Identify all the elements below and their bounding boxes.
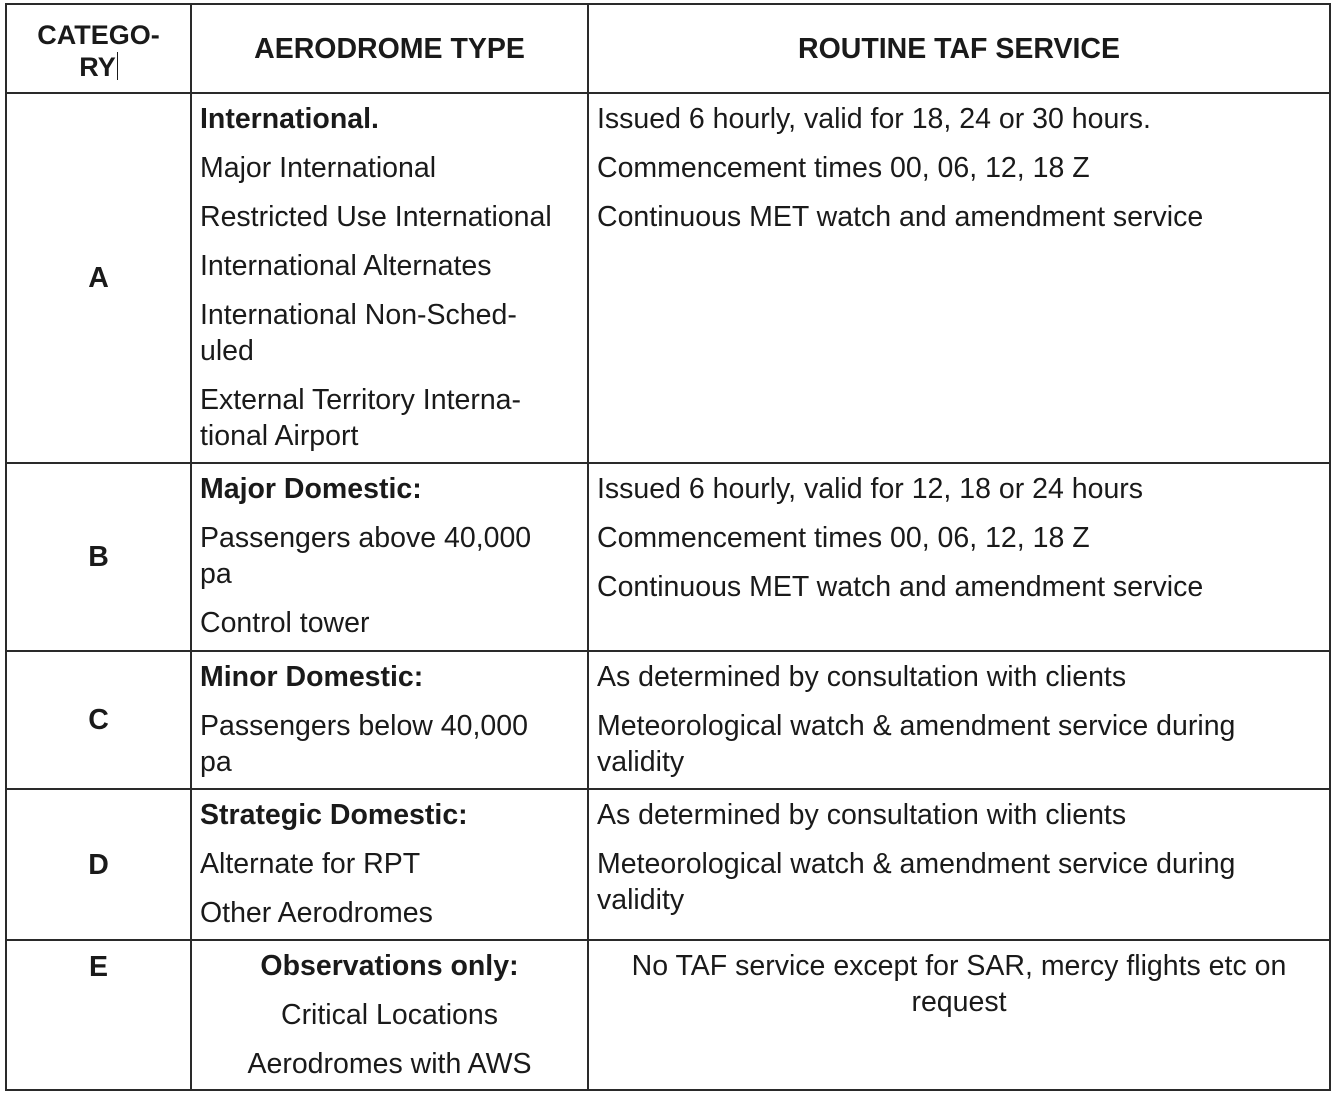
service-line: Continuous MET watch and amendment service — [597, 201, 1204, 233]
type-item: Alternate for RPT — [200, 848, 421, 880]
service-line: No TAF service except for SAR, mercy flights etc on request — [631, 950, 1287, 1018]
service-cell — [588, 789, 1330, 940]
aerodrome-type-cell — [191, 789, 588, 940]
table-row-a — [6, 93, 1330, 463]
service-line: Commencement times 00, 06, 12, 18 Z — [597, 522, 1090, 554]
category-cell: B — [6, 463, 191, 651]
service-cell — [588, 463, 1330, 651]
category-cell: D — [6, 789, 191, 940]
service-cell — [588, 651, 1330, 789]
type-item: Critical Locations — [280, 999, 498, 1031]
service-cell — [588, 940, 1330, 1090]
service-line: Meteorological watch & amendment service during validity — [597, 848, 1236, 916]
type-title: Major Domestic: — [200, 473, 422, 505]
header-category-line1: CATEGO- — [37, 19, 160, 50]
type-item: Restricted Use International — [200, 201, 552, 233]
type-item: International Alternates — [200, 250, 492, 282]
type-title: Minor Domestic: — [200, 661, 424, 693]
aerodrome-type-cell — [191, 463, 588, 651]
service-line: Meteorological watch & amendment service during validity — [597, 710, 1236, 778]
type-item: Passengers below 40,000 pa — [200, 710, 528, 778]
service-cell — [588, 93, 1330, 463]
category-cell: C — [6, 651, 191, 789]
service-line: Commencement times 00, 06, 12, 18 Z — [597, 152, 1090, 184]
service-line: Continuous MET watch and amendment service — [597, 571, 1204, 603]
service-line: Issued 6 hourly, valid for 18, 24 or 30 hours. — [597, 103, 1151, 135]
table-row-c — [6, 651, 1330, 789]
aerodrome-type-cell — [191, 940, 588, 1090]
header-routine-taf-service: ROUTINE TAF SERVICE — [588, 4, 1330, 93]
table-row-e — [6, 940, 1330, 1090]
header-aerodrome-type: AERODROME TYPE — [191, 4, 588, 93]
type-title: Observations only: — [260, 950, 519, 982]
type-title: International. — [200, 103, 379, 135]
table-row-d — [6, 789, 1330, 940]
header-category-line2: RY — [79, 51, 116, 82]
table-row-b — [6, 463, 1330, 651]
type-item: Aerodromes with AWS — [247, 1048, 532, 1080]
text-cursor — [117, 52, 118, 80]
type-item: International Non-Sched- uled — [200, 299, 517, 367]
service-line: As determined by consultation with clients — [597, 799, 1127, 831]
aerodrome-type-cell — [191, 651, 588, 789]
type-item: External Territory Interna- tional Airport — [200, 384, 522, 452]
table-header-row — [6, 4, 1330, 93]
taf-service-table — [5, 3, 1331, 1091]
category-cell: A — [6, 93, 191, 463]
header-category — [6, 4, 191, 93]
service-line: As determined by consultation with clients — [597, 661, 1127, 693]
type-item: Control tower — [200, 607, 370, 639]
category-cell: E — [6, 940, 191, 1090]
aerodrome-type-cell — [191, 93, 588, 463]
type-item: Major International — [200, 152, 437, 184]
type-title: Strategic Domestic: — [200, 799, 468, 831]
type-item: Other Aerodromes — [200, 897, 433, 929]
service-line: Issued 6 hourly, valid for 12, 18 or 24 hours — [597, 473, 1144, 505]
type-item: Passengers above 40,000 pa — [200, 522, 532, 590]
